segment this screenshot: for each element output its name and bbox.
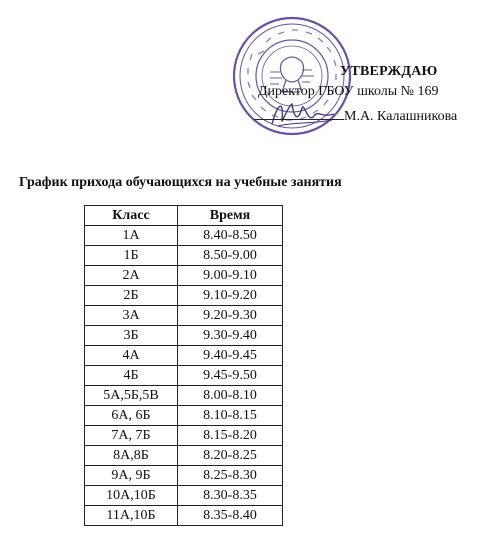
signature-blank (254, 107, 344, 120)
time-cell: 8.00-8.10 (178, 386, 283, 406)
time-cell: 8.10-8.15 (178, 406, 283, 426)
class-cell: 4А (85, 346, 178, 366)
class-cell: 2А (85, 266, 178, 286)
time-cell: 9.20-9.30 (178, 306, 283, 326)
class-cell: 3Б (85, 326, 178, 346)
time-cell: 9.40-9.45 (178, 346, 283, 366)
director-name: М.А. Калашникова (344, 109, 458, 124)
schedule-title: График прихода обучающихся на учебные занятия (19, 175, 342, 190)
time-cell: 9.45-9.50 (178, 366, 283, 386)
time-cell: 8.30-8.35 (178, 486, 283, 506)
class-cell: 4Б (85, 366, 178, 386)
class-cell: 7А, 7Б (85, 426, 178, 446)
time-cell: 9.10-9.20 (178, 286, 283, 306)
table-header-row (85, 206, 283, 226)
time-cell: 9.00-9.10 (178, 266, 283, 286)
column-header-class: Класс (85, 206, 178, 226)
director-title: Директор ГБОУ школы № 169 (258, 84, 439, 99)
table-row (85, 506, 283, 526)
column-header-time: Время (178, 206, 283, 226)
class-cell: 2Б (85, 286, 178, 306)
table-row (85, 326, 283, 346)
table-row (85, 486, 283, 506)
class-cell: 9А, 9Б (85, 466, 178, 486)
table-row (85, 386, 283, 406)
signature-line (254, 107, 457, 125)
table-row (85, 446, 283, 466)
schedule-table (84, 205, 283, 526)
table-row (85, 426, 283, 446)
table-row (85, 406, 283, 426)
table-row (85, 306, 283, 326)
class-cell: 6А, 6Б (85, 406, 178, 426)
table-row (85, 346, 283, 366)
class-cell: 5А,5Б,5В (85, 386, 178, 406)
table-row (85, 466, 283, 486)
time-cell: 8.15-8.20 (178, 426, 283, 446)
table-row (85, 286, 283, 306)
schedule-body (85, 226, 283, 526)
class-cell: 10А,10Б (85, 486, 178, 506)
approve-heading: УТВЕРЖДАЮ (340, 64, 438, 79)
class-cell: 1А (85, 226, 178, 246)
time-cell: 8.25-8.30 (178, 466, 283, 486)
table-row (85, 246, 283, 266)
table-row (85, 266, 283, 286)
time-cell: 9.30-9.40 (178, 326, 283, 346)
table-row (85, 366, 283, 386)
time-cell: 8.40-8.50 (178, 226, 283, 246)
time-cell: 8.50-9.00 (178, 246, 283, 266)
time-cell: 8.20-8.25 (178, 446, 283, 466)
class-cell: 1Б (85, 246, 178, 266)
class-cell: 3А (85, 306, 178, 326)
table-row (85, 226, 283, 246)
time-cell: 8.35-8.40 (178, 506, 283, 526)
class-cell: 8А,8Б (85, 446, 178, 466)
class-cell: 11А,10Б (85, 506, 178, 526)
